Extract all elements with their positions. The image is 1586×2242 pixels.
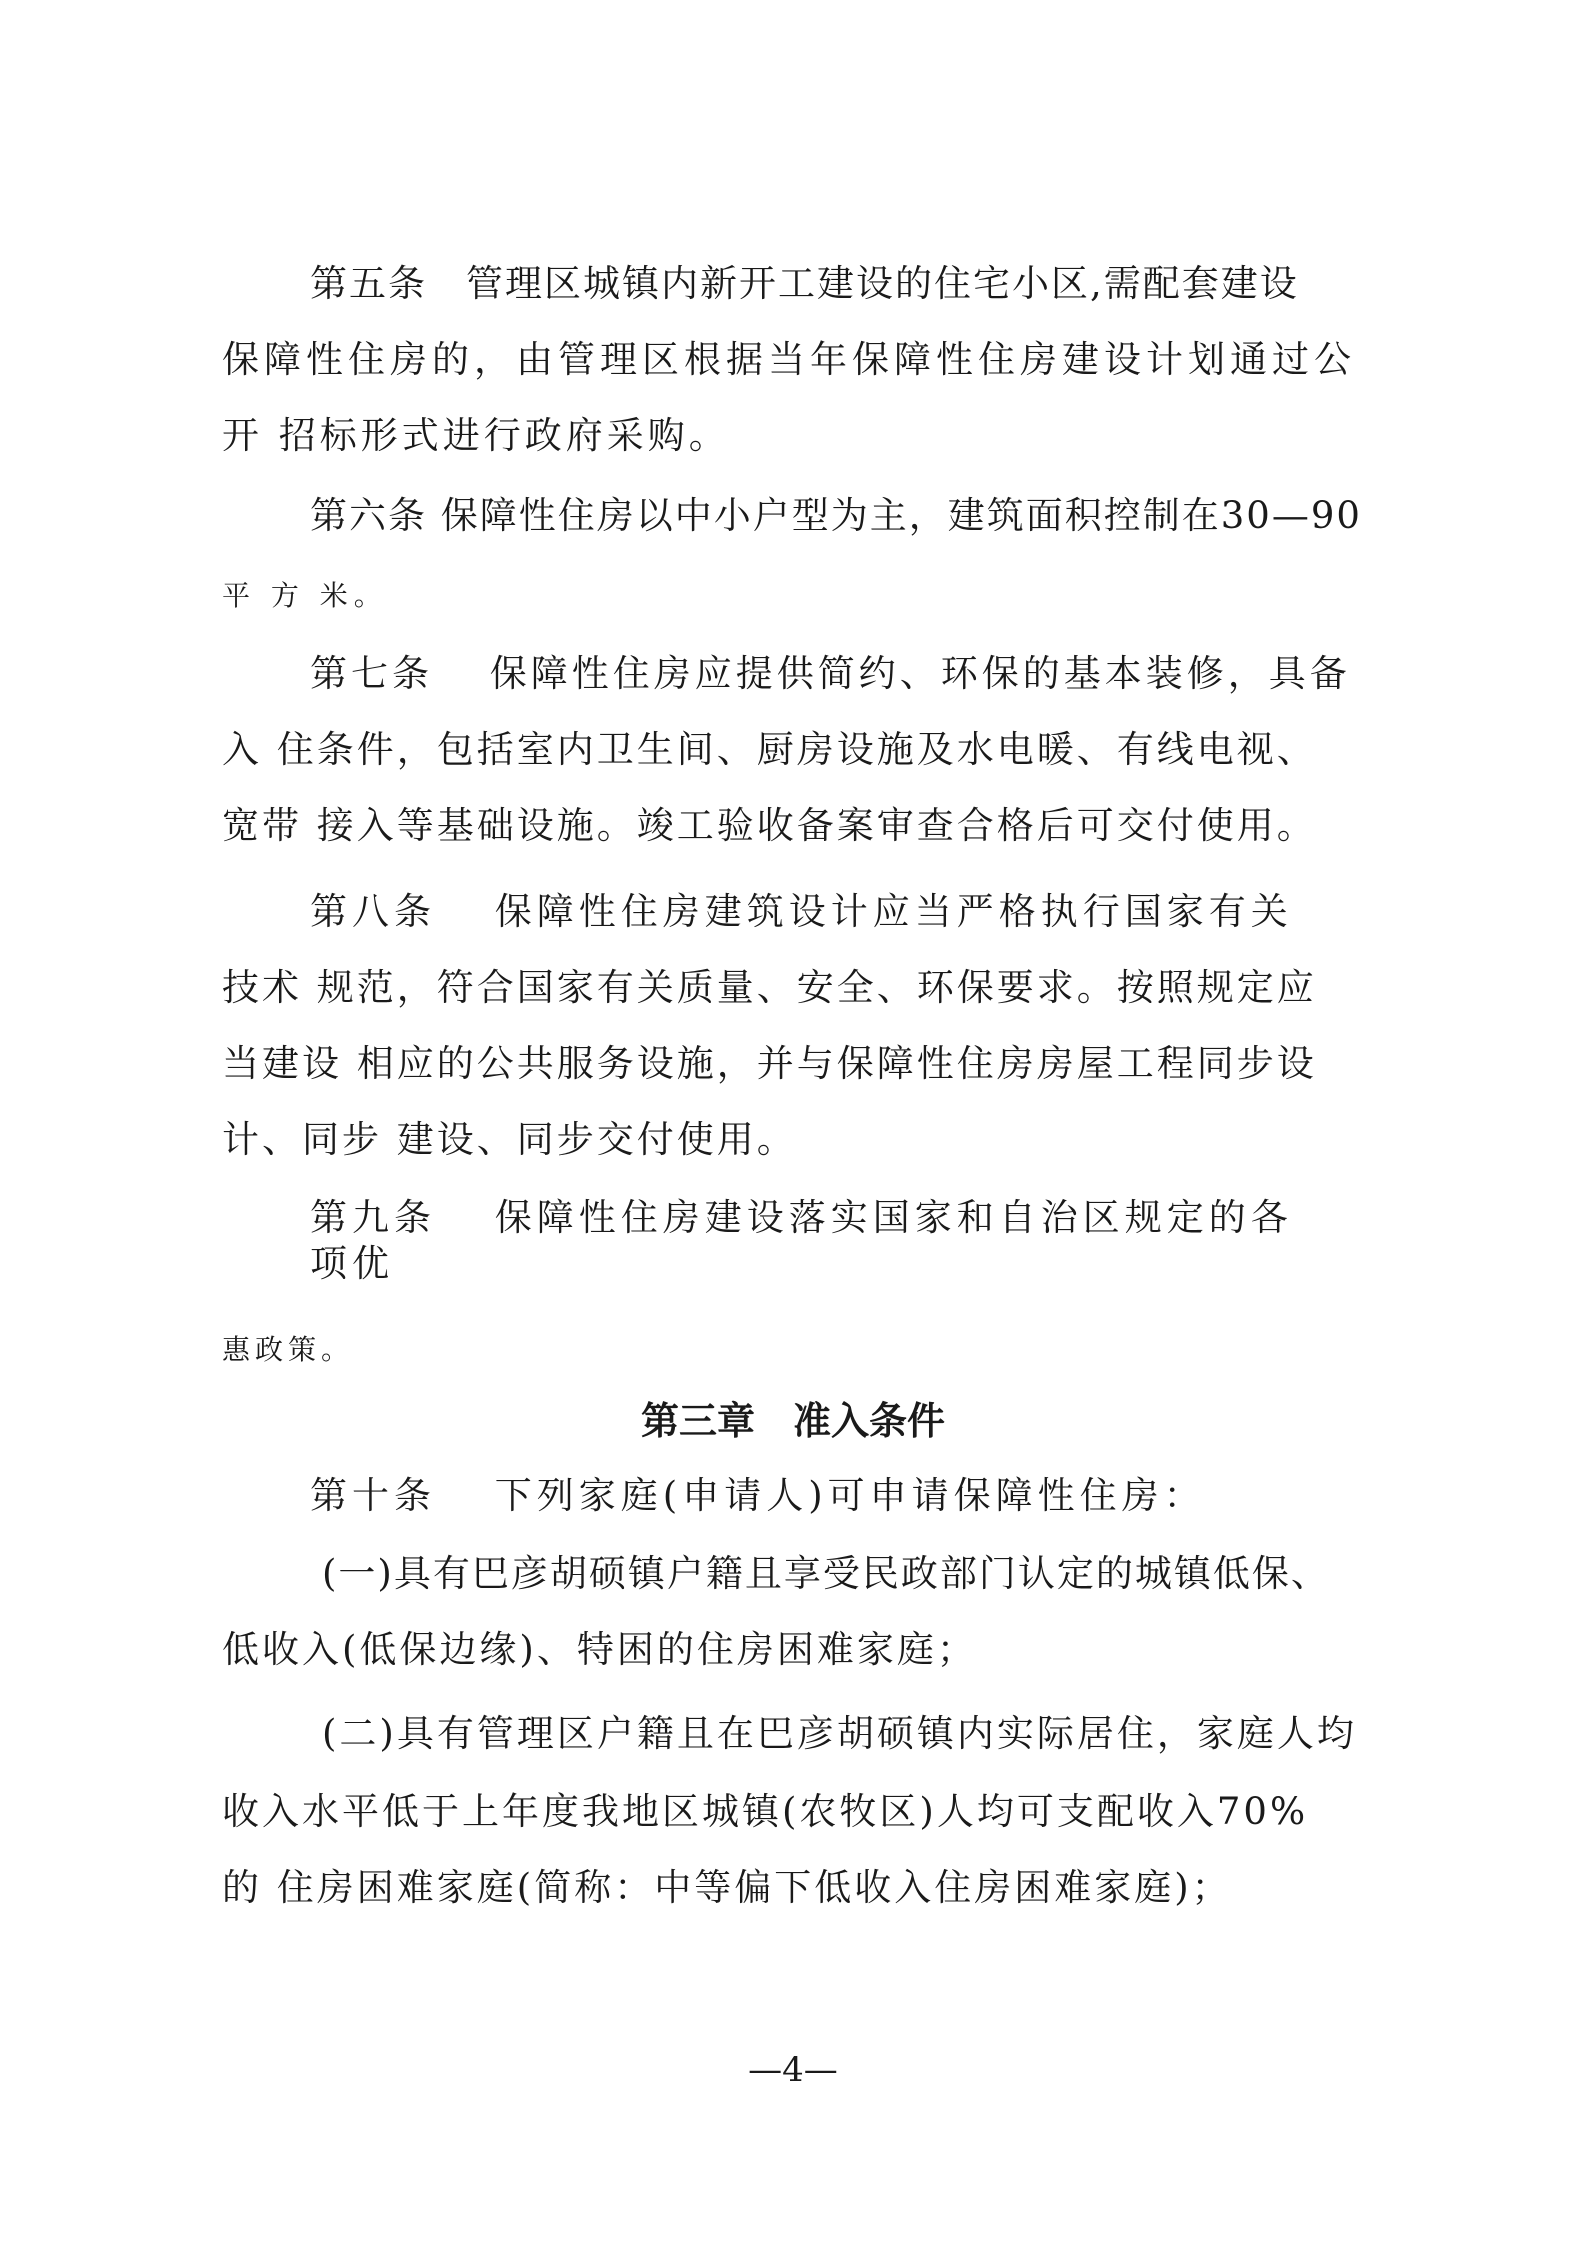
article-5-line-2: 保障性住房的，由管理区根据当年保障性住房建设计划通过公 — [222, 338, 1356, 381]
clause-1-line-2: 低收入(低保边缘)、特困的住房困难家庭； — [222, 1628, 977, 1671]
article-9-line-2: 项优 — [310, 1242, 394, 1285]
article-8-line-4: 计、同步 建设、同步交付使用。 — [222, 1118, 797, 1161]
article-8-line-1: 第八条 保障性住房建筑设计应当严格执行国家有关 — [310, 890, 1293, 933]
article-10-line-1: 第十条 下列家庭(申请人)可申请保障性住房： — [310, 1474, 1206, 1517]
article-9-line-1: 第九条 保障性住房建设落实国家和自治区规定的各 — [310, 1196, 1293, 1239]
article-6-line-2: 平 方 米。 — [222, 579, 388, 612]
page-number: —4— — [748, 2050, 838, 2090]
article-7-line-3: 宽带 接入等基础设施。竣工验收备案审查合格后可交付使用。 — [222, 804, 1317, 847]
clause-2-line-3: 的 住房困难家庭(简称：中等偏下低收入住房困难家庭)； — [222, 1866, 1232, 1909]
article-6-line-1: 第六条 保障性住房以中小户型为主，建筑面积控制在30—90 — [310, 494, 1362, 537]
article-7-line-2: 入 住条件，包括室内卫生间、厨房设施及水电暖、有线电视、 — [222, 728, 1317, 771]
article-7-line-1: 第七条 保障性住房应提供简约、环保的基本装修，具备 — [310, 652, 1351, 695]
clause-2-line-1: (二)具有管理区户籍且在巴彦胡硕镇内实际居住，家庭人均 — [322, 1712, 1357, 1755]
chapter-heading: 第三章 准入条件 — [640, 1399, 945, 1443]
clause-1-line-1: (一)具有巴彦胡硕镇户籍且享受民政部门认定的城镇低保、 — [322, 1552, 1330, 1595]
article-5-line-1: 第五条 管理区城镇内新开工建设的住宅小区,需配套建设 — [310, 262, 1299, 305]
article-5-line-3: 开 招标形式进行政府采购。 — [222, 414, 730, 457]
article-8-line-2: 技术 规范，符合国家有关质量、安全、环保要求。按照规定应 — [222, 966, 1317, 1009]
clause-2-line-2: 收入水平低于上年度我地区城镇(农牧区)人均可支配收入70% — [222, 1790, 1309, 1833]
article-8-line-3: 当建设 相应的公共服务设施，并与保障性住房房屋工程同步设 — [222, 1042, 1317, 1085]
article-9-line-3: 惠政策。 — [222, 1333, 355, 1366]
